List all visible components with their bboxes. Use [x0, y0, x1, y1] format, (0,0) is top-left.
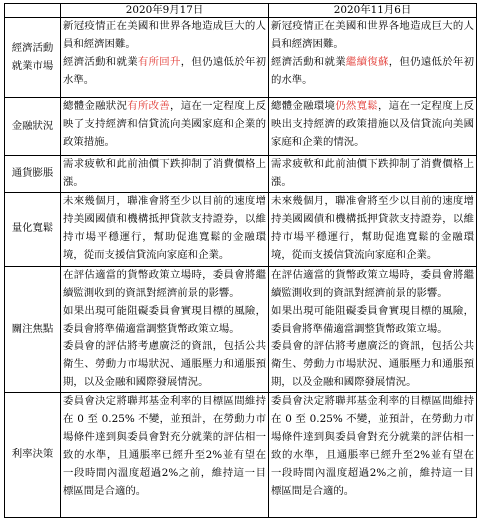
header-row — [5, 4, 477, 18]
row-label-text: 關注焦點 — [11, 322, 54, 335]
cell-paragraph — [271, 267, 474, 303]
cell-paragraph — [271, 54, 474, 90]
row-label-text: 利率決策 — [11, 448, 54, 461]
table-row — [5, 98, 477, 156]
paragraph-text: 如果出現可能阻礙委員會實現目標的風險，委員會將準備適當調整貨幣政策立場。 — [271, 304, 474, 335]
cell-paragraph — [63, 303, 266, 339]
paragraph-text: 總體金融環境 — [271, 100, 336, 112]
cell-nov-6 — [269, 156, 477, 193]
cell-paragraph — [271, 393, 474, 500]
table-row — [5, 192, 477, 266]
paragraph-text: 委員會的評估將考慮廣泛的資訊，包括公共衛生、勞動力市場狀況、通脹壓力和通脹預期，以及金融和國際發展情況。 — [63, 340, 266, 389]
header-date-sep: 2020年9月17日 — [61, 4, 269, 18]
cell-paragraph — [271, 303, 474, 339]
row-label-text: 經濟活動 — [11, 41, 54, 54]
cell-paragraph — [271, 156, 474, 192]
highlight-text: 有所回升 — [137, 55, 181, 68]
row-label-text: 金融狀況 — [11, 119, 54, 132]
cell-paragraph — [271, 98, 474, 152]
paragraph-text: 未來幾個月，聯准會將至少以目前的速度增持美國國債和機構抵押貸款支持證券，以維持市場平穩運行，幫助促進寬鬆的金融環境，從而支援信貸流向家庭和企業。 — [63, 194, 266, 261]
paragraph-text: 在評估適當的貨幣政策立場時，委員會將繼續監測收到的資訊對經濟前景的影響。 — [271, 268, 474, 299]
cell-sep-17 — [61, 192, 269, 266]
cell-paragraph — [63, 18, 266, 54]
cell-paragraph — [271, 338, 474, 392]
paragraph-text: 如果出現可能阻礙委員會實現目標的風險，委員會將準備適當調整貨幣政策立場。 — [63, 304, 266, 335]
cell-paragraph — [271, 18, 474, 54]
cell-paragraph — [63, 193, 266, 265]
paragraph-text: 經濟活動和就業 — [63, 55, 138, 68]
row-label — [5, 18, 61, 98]
cell-sep-17 — [61, 156, 269, 193]
table-row — [5, 266, 477, 392]
highlight-text: 有所改善 — [127, 100, 171, 112]
cell-sep-17 — [61, 266, 269, 392]
cell-sep-17 — [61, 18, 269, 98]
row-label-text: 就業市場 — [11, 59, 54, 72]
cell-nov-6 — [269, 192, 477, 266]
paragraph-text-tail: ，但仍遠低於年初水準。 — [63, 55, 267, 86]
header-date-nov: 2020年11月6日 — [269, 4, 477, 18]
row-label — [5, 156, 61, 193]
paragraph-text: 委員會的評估將考慮廣泛的資訊，包括公共衛生、勞動力市場狀況、通脹壓力和通脹預期，以及金融和國際發展情況。 — [271, 340, 474, 389]
paragraph-text: 委員會決定將聯邦基金利率的目標區間維持在 0 至 0.25% 不變，並預計，在勞動力市場條件達到與委員會對充分就業的評估相一致的水準，且通脹率已經升至2%並有望在一段時間內溫度超過2%之前，維持這一目標區間是合適的。 — [63, 395, 266, 497]
cell-paragraph — [63, 393, 266, 500]
table-body — [5, 18, 477, 518]
paragraph-text: 新冠疫情正在美國和世界各地造成巨大的人員和經濟困難。 — [63, 20, 266, 50]
row-label — [5, 192, 61, 266]
cell-paragraph — [271, 193, 474, 265]
paragraph-text: 需求疲軟和此前油價下跌抑制了消費價格上漲。 — [271, 158, 474, 188]
table-row — [5, 156, 477, 193]
row-label — [5, 98, 61, 156]
row-label-text: 量化寬鬆 — [11, 222, 54, 235]
paragraph-text-tail: ，但仍遠低於年初的水準。 — [271, 55, 475, 86]
highlight-text: 繼續復蘇 — [345, 55, 389, 68]
paragraph-text: 總體金融狀況 — [63, 100, 128, 112]
paragraph-text-tail: ，這在一定程度上反映出支持經濟的政策措施以及信貸流向美國家庭和企業的情況。 — [271, 100, 475, 148]
paragraph-text: 未來幾個月，聯准會將至少以目前的速度增持美國國債和機構抵押貸款支持證券，以維持市場平穩運行，幫助促進寬鬆的金融環境，從而支援信貸流向家庭和企業。 — [271, 194, 474, 261]
cell-sep-17 — [61, 393, 269, 518]
paragraph-text-tail: ，這在一定程度上反映了支持經濟和信貸流向美國家庭和企業的政策措施。 — [63, 100, 267, 148]
row-label — [5, 266, 61, 392]
header-corner — [5, 4, 61, 18]
cell-nov-6 — [269, 18, 477, 98]
highlight-text: 仍然寬鬆 — [335, 100, 379, 112]
cell-paragraph — [63, 267, 266, 303]
row-label-text: 通貨膨脹 — [11, 166, 54, 179]
cell-nov-6 — [269, 266, 477, 392]
cell-paragraph — [63, 338, 266, 392]
cell-sep-17 — [61, 98, 269, 156]
cell-paragraph — [63, 156, 266, 192]
fomc-comparison-table — [4, 3, 477, 518]
cell-nov-6 — [269, 98, 477, 156]
paragraph-text: 經濟活動和就業 — [271, 55, 346, 68]
table-row — [5, 393, 477, 518]
row-label — [5, 393, 61, 518]
cell-nov-6 — [269, 393, 477, 518]
paragraph-text: 需求疲軟和此前油價下跌抑制了消費價格上漲。 — [63, 158, 266, 188]
paragraph-text: 新冠疫情正在美國和世界各地造成巨大的人員和經濟困難。 — [271, 20, 474, 50]
cell-paragraph — [63, 54, 266, 90]
table-row — [5, 18, 477, 98]
paragraph-text: 在評估適當的貨幣政策立場時，委員會將繼續監測收到的資訊對經濟前景的影響。 — [63, 268, 266, 299]
cell-paragraph — [63, 98, 266, 152]
paragraph-text: 委員會決定將聯邦基金利率的目標區間維持在 0 至 0.25% 不變，並預計，在勞動力市場條件達到與委員會對充分就業的評估相一致的水準，且通脹率已經升至2%並有望在一段時間內溫度超過2%之前，維持這一目標區間是合適的。 — [271, 395, 474, 497]
